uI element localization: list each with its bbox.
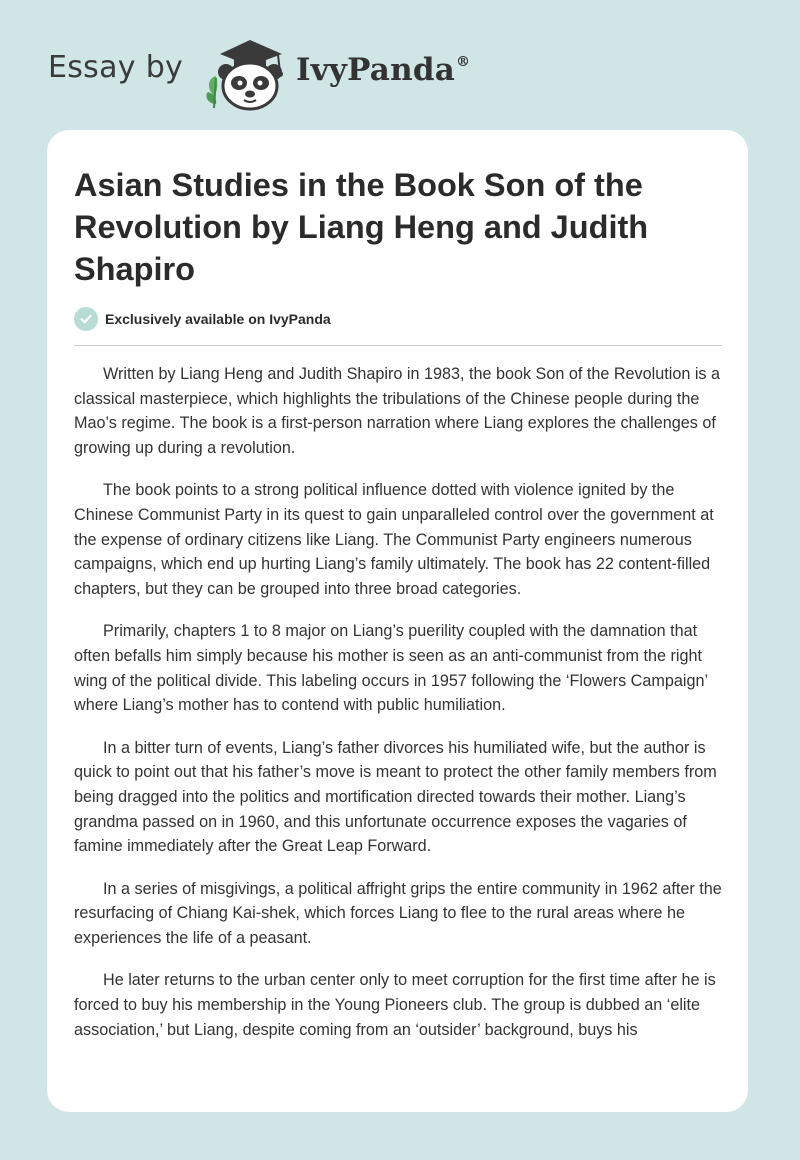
site-header <box>0 0 800 120</box>
divider <box>74 345 722 346</box>
paragraph: In a series of misgivings, a political affright grips the entire community in 1962 after the resurfacing of Chiang Kai-shek, which forces Liang to flee to the rural areas where he experiences the life of a peasant. <box>74 879 722 947</box>
essay-card <box>47 130 748 1112</box>
essay-body <box>74 362 722 1060</box>
check-icon <box>74 307 98 331</box>
essay-title: Asian Studies in the Book Son of the Revolution by Liang Heng and Judith Shapiro <box>74 167 649 287</box>
leaf-icon <box>206 76 217 108</box>
paragraph: He later returns to the urban center only to meet corruption for the first time after he is forced to buy his membership in the Young Pioneers club. The group is dubbed an ‘elite association,’ but Liang, despite coming from an ‘outsider’ background, buys his <box>74 971 716 1039</box>
paragraph: In a bitter turn of events, Liang’s father divorces his humiliated wife, but the author is quick to point out that his father’s move is meant to protect the other family members from being dragged into the politics and mortification directed towards their mother. Liang’s grandma passed on in 1960, and this unfortunate occurrence exposes the vagaries of famine immediately after the Great Leap Forward. <box>74 738 717 856</box>
exclusive-badge <box>74 306 331 332</box>
essay-by-label: Essay by <box>48 50 184 85</box>
brand-name: IvyPanda <box>296 52 455 88</box>
panda-face-icon <box>218 63 282 109</box>
exclusive-label: Exclusively available on IvyPanda <box>105 311 331 327</box>
paragraph: The book points to a strong political influence dotted with violence ignited by the Chinese Communist Party in its quest to gain unparalleled control over the government at the expense of ordinary citizens like Liang. The Communist Party engineers numerous campaigns, which end up hurting Liang’s family ultimately. The book has 22 content-filled chapters, but they can be grouped into three broad categories. <box>74 481 714 598</box>
panda-graduate-icon[interactable] <box>200 34 292 112</box>
paragraph: Primarily, chapters 1 to 8 major on Liang’s puerility coupled with the damnation that often befalls him simply because his mother is seen as an anti-communist from the right wing of the political divide. This labeling occurs in 1957 following the ‘Flowers Campaign’ where Liang’s mother has to contend with public humiliation. <box>74 622 708 715</box>
paragraph: Written by Liang Heng and Judith Shapiro in 1983, the book Son of the Revolution is a classical masterpiece, which highlights the tribulations of the Chinese people during the Mao’s regime. The book is a first-person narration where Liang explores the challenges of growing up during a revolution. <box>74 365 721 457</box>
registered-mark: ® <box>456 54 471 70</box>
brand-logo-text[interactable] <box>296 52 470 88</box>
